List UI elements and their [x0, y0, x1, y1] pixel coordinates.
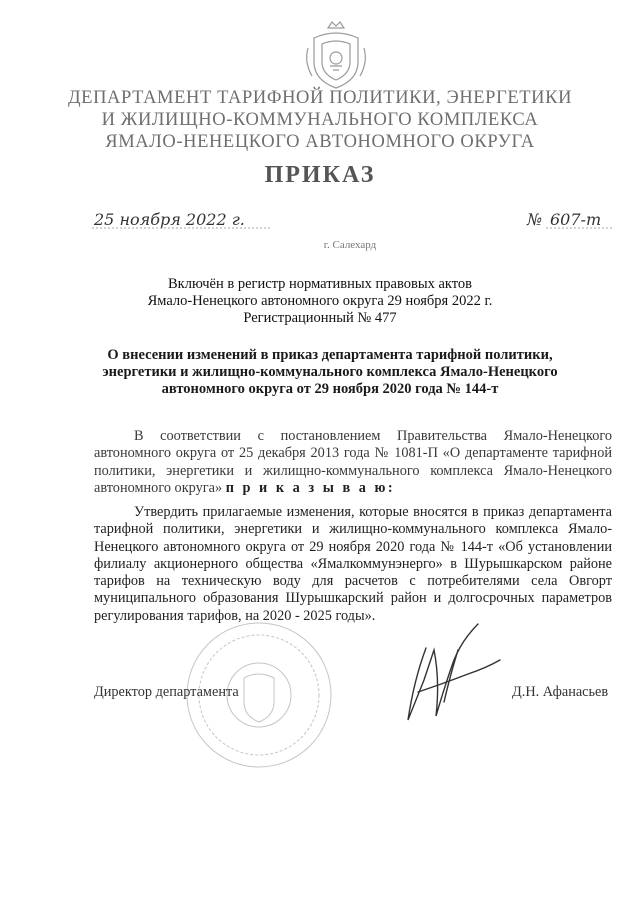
registration-line-3: Регистрационный № 477 — [243, 310, 397, 326]
order-verb: п р и к а з ы в а ю: — [225, 479, 396, 496]
document-date: 25 ноября 2022 г. — [94, 210, 245, 229]
registration-line-1: Включён в регистр нормативных правовых актов — [168, 276, 472, 292]
body-paragraph-1 — [94, 428, 612, 497]
signatory-position: Директор департамента — [94, 684, 239, 700]
department-line-2: И ЖИЛИЩНО-КОММУНАЛЬНОГО КОМПЛЕКСА — [101, 110, 539, 130]
document-type-title: ПРИКАЗ — [264, 162, 376, 188]
date-underline — [92, 226, 272, 230]
number-underline — [546, 226, 612, 230]
body-paragraph-2: Утвердить прилагаемые изменения, которые вносятся в приказ департамента тарифной политики, энергетики и жилищно-коммунального комплекса Ямало-Ненецкого автономного округа от 29 ноября 2020 года № 144-т «Об установлении филиалу акционерного общества «Ямалкоммунэнерго» в Шурышкарском районе тарифов на техническую воду для расчетов с потребителями села Овгорт муниципального образования Шурышкарский район и долгосрочных параметров регулирования тарифов, на 2020 - 2025 годы». — [94, 504, 612, 624]
subject-line-2: энергетики и жилищно-коммунального комплекса Ямало-Ненецкого — [102, 364, 558, 380]
city-label: г. Салехард — [323, 239, 377, 251]
number-prefix: № — [527, 210, 543, 229]
document-number: 607-т — [550, 210, 602, 229]
signatory-name: Д.Н. Афанасьев — [512, 684, 609, 700]
department-line-1: ДЕПАРТАМЕНТ ТАРИФНОЙ ПОЛИТИКИ, ЭНЕРГЕТИКИ — [67, 88, 573, 108]
registration-line-2: Ямало-Ненецкого автономного округа 29 ноября 2022 г. — [147, 293, 493, 309]
coat-of-arms-icon — [300, 18, 372, 94]
department-line-3: ЯМАЛО-НЕНЕЦКОГО АВТОНОМНОГО ОКРУГА — [105, 132, 535, 152]
subject-line-3: автономного округа от 29 ноября 2020 года № 144-т — [161, 381, 499, 397]
paragraph-1-text: В соответствии с постановлением Правительства Ямало-Ненецкого автономного округа от 25 декабря 2013 года № 1081-П «О департаменте тарифной политики, энергетики и жилищно-коммунального комплекса Ямало-Ненецкого автономного округа» — [94, 428, 612, 496]
handwritten-signature-icon — [396, 620, 506, 735]
subject-line-1: О внесении изменений в приказ департамента тарифной политики, — [107, 347, 553, 363]
